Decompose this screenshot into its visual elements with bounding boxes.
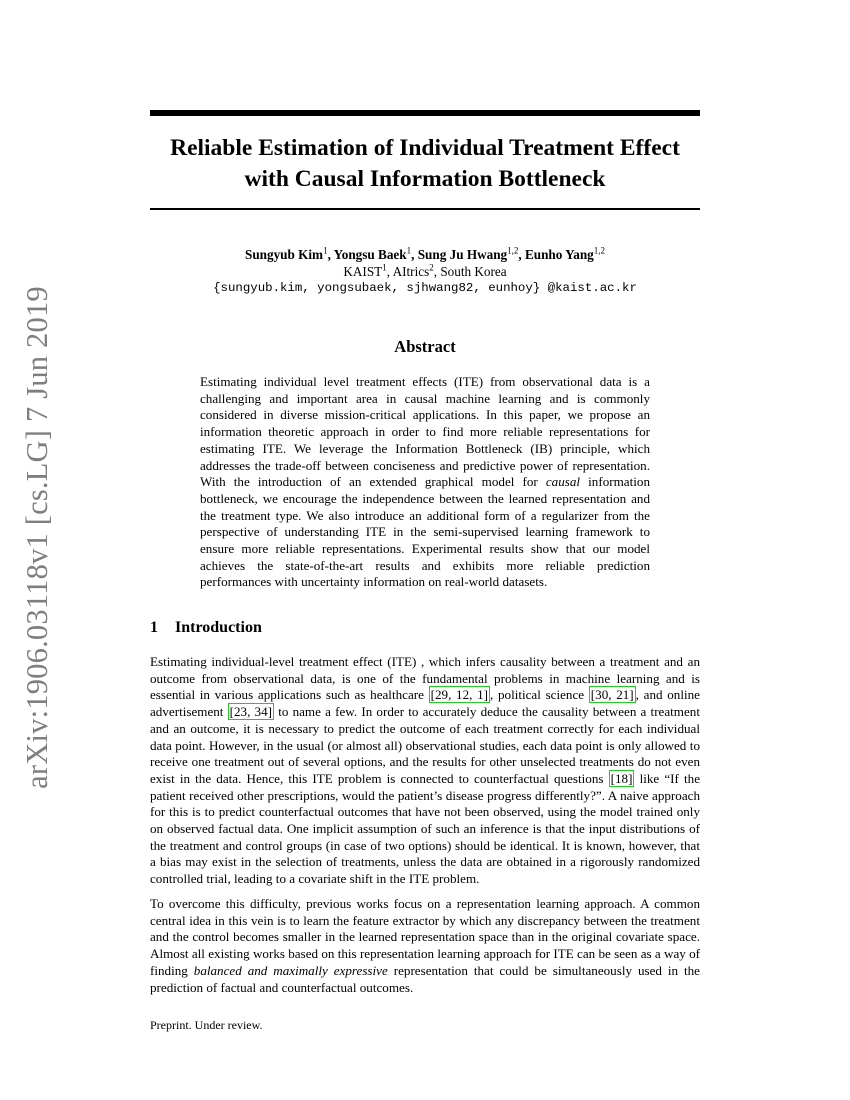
citation-link[interactable]: [29, 12, 1]: [430, 687, 489, 703]
citation-link[interactable]: [30, 21]: [590, 687, 634, 703]
author-4: Eunho Yang: [524, 247, 594, 262]
section-number: 1: [150, 619, 158, 636]
affiliation-location: , South Korea: [433, 264, 507, 279]
affiliations: [150, 263, 700, 280]
author-emails: {sungyub.kim, yongsubaek, sjhwang82, eunhoy} @kaist.ac.kr: [213, 281, 637, 295]
abstract-text-part-2: information bottleneck, we encourage the independence between the learned representation and the treatment type. We also introduce an additional form of a regularizer from the perspective of understanding ITE in the semi-supervised learning framework to ensure more reliable representations. Experimental results show that our model achieves the state-of-the-art results and exhibits more reliable prediction performances with uncertainty information on real-world datasets.: [200, 474, 650, 590]
intro-paragraph-1: [150, 654, 700, 888]
author-names: [150, 246, 700, 263]
author-separator: ,: [411, 247, 418, 262]
intro-paragraph-2: [150, 896, 700, 996]
author-4-affil: 1,2: [593, 245, 606, 256]
abstract-heading: Abstract: [394, 337, 456, 356]
paragraph-text: To overcome this difficulty, previous works focus on a representation learning approach. A common central idea in this vein is to learn the feature extractor by which any discrepancy between the treatment and the control becomes smaller in the learned representation space than in the original covariate space. Almost all existing works based on this representation learning approach for ITE can be seen as a way of finding: [150, 896, 700, 978]
paragraph-text: to name a few. In order to accurately deduce the causality between a treatment and an outcome, it is necessary to predict the outcome of each treatment correctly for each individual data point. However, in the usual (or almost all) observational studies, each data point is only allowed to receive one treatment out of several options, and the results for other unselected treatments do not even exist in the data. Hence, this ITE problem is connected to counterfactual questions: [150, 704, 700, 786]
affiliation-separator: ,: [386, 264, 393, 279]
abstract-text: [200, 374, 650, 591]
arxiv-side-stamp: [12, 286, 62, 789]
paragraph-text: representation that could be simultaneously used in the prediction of factual and counterfactual outcomes.: [150, 962, 700, 995]
author-1-affil: 1: [323, 245, 328, 256]
author-1: Sungyub Kim: [244, 247, 324, 262]
paragraph-text: , and online advertisement: [150, 687, 700, 720]
affiliation-2: AItrics: [392, 264, 430, 279]
affiliation-2-marker: 2: [429, 262, 434, 273]
arxiv-identifier: arXiv:1906.03118v1 [cs.LG] 7 Jun 2019: [19, 286, 54, 789]
author-separator: ,: [518, 247, 525, 262]
author-2: Yongsu Baek: [333, 247, 407, 262]
paragraph-text: Estimating individual-level treatment effect (ITE) , which infers causality between a treatment and an outcome from observational data, is one of the fundamental problems in machine learning and is essential in various applications such as healthcare: [150, 654, 700, 703]
author-separator: ,: [327, 247, 334, 262]
title-bottom-rule: [150, 208, 700, 210]
section-heading-introduction: [150, 619, 262, 637]
title-line-1: Reliable Estimation of Individual Treatment Effect: [170, 135, 680, 161]
paper-title: [150, 133, 700, 195]
title-top-rule: [150, 110, 700, 116]
affiliation-1: KAIST: [343, 264, 383, 279]
citation-link[interactable]: [18]: [610, 770, 633, 786]
author-2-affil: 1: [406, 245, 412, 256]
author-block: [150, 246, 700, 297]
citation-link[interactable]: [23, 34]: [229, 704, 273, 720]
author-3: Sung Ju Hwang: [417, 247, 508, 262]
abstract-text-part-1: Estimating individual level treatment effects (ITE) from observational data is a challenging and important area in causal machine learning and is commonly considered in diverse mission-critical applications. In this paper, we propose an information theoretic approach in order to find more reliable representations for estimating ITE. We leverage the Information Bottleneck (IB) principle, which addresses the trade-off between conciseness and predictive power of representation. With the introduction of an extended graphical model for: [200, 374, 650, 490]
paragraph-text: like “If the patient received other prescriptions, would the patient’s disease progress differently?”. A naive approach for this is to predict counterfactual outcomes that have not been observed, using the model trained only on observed factual data. One implicit assumption of such an inference is that the input distributions of the treatment and control groups (in case of two options) should be identical. It is known, however, that a bias may exist in the selection of treatments, unless the data are obtained in a rigorously randomized controlled trial, leading to a covariate shift in the ITE problem.: [150, 770, 700, 887]
abstract-emphasis: causal: [545, 474, 581, 490]
title-line-2: with Causal Information Bottleneck: [244, 166, 606, 192]
preprint-footer: Preprint. Under review.: [150, 1018, 263, 1032]
paragraph-text: , political science: [490, 687, 589, 703]
paragraph-emphasis: balanced and maximally expressive: [193, 962, 388, 978]
author-3-affil: 1,2: [507, 245, 519, 256]
section-title: Introduction: [175, 619, 262, 636]
affiliation-1-marker: 1: [382, 262, 387, 273]
